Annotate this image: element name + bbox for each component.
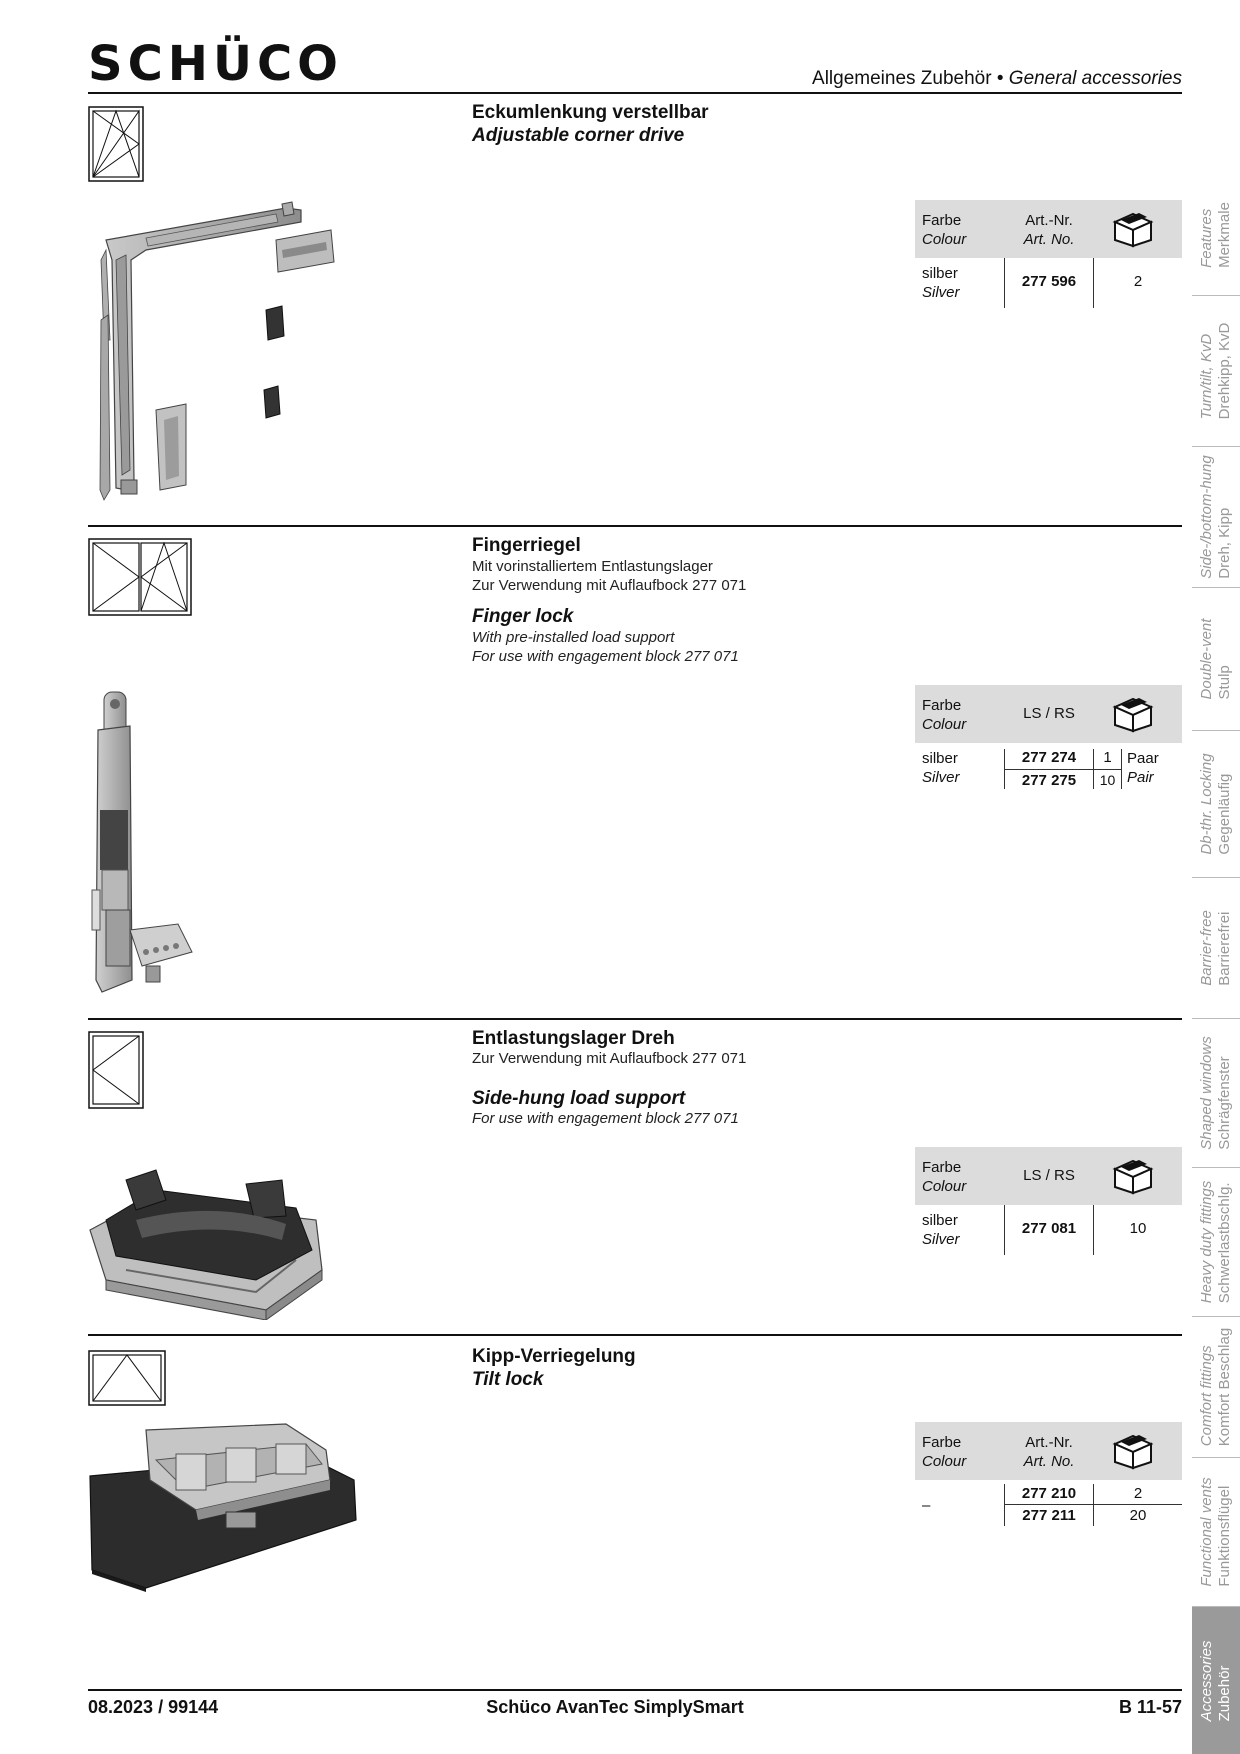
product-name-en: Adjustable corner drive (472, 125, 685, 146)
col-colour-de: Farbe (922, 1434, 962, 1451)
tab-label-de: Schrägfenster (1216, 1056, 1233, 1150)
tab-label-en: Functional vents (1198, 1477, 1215, 1587)
product-name-en: Tilt lock (472, 1369, 544, 1390)
row-divider (1004, 1504, 1182, 1505)
tab-label-en: Features (1198, 208, 1215, 268)
col-art-de: Art.-Nr. (1025, 1434, 1073, 1451)
colour-cell (922, 264, 960, 302)
product-table-3 (915, 1147, 1182, 1255)
product-name-en: Side-hung load support (472, 1088, 686, 1109)
tab-label-de: Schwerlastbschlg. (1216, 1182, 1233, 1304)
tab-label-de: Barrierefrei (1216, 911, 1233, 986)
sidebar-tab-turn-tilt[interactable] (1192, 296, 1240, 447)
section-rule (88, 1018, 1182, 1020)
footer-date-code: 08.2023 / 99144 (88, 1697, 219, 1717)
tab-label-en: Barrier-free (1198, 910, 1215, 986)
unit-cell (1127, 749, 1159, 787)
table-header (915, 1422, 1182, 1480)
tab-label-en: Shaped windows (1198, 1036, 1215, 1150)
col-colour (922, 211, 966, 249)
tab-label-de: Drehkipp, KvD (1216, 322, 1233, 420)
tab-label-en: Heavy duty fittings (1198, 1180, 1215, 1304)
package-box-icon (1111, 1432, 1155, 1474)
tilt-lock-product-image (86, 1420, 358, 1592)
sidebar-tab-features[interactable] (1192, 175, 1240, 296)
tab-label-en: Turn/tilt, KvD (1198, 333, 1215, 420)
sidebar-tab-double-vent[interactable] (1192, 588, 1240, 731)
tab-label-en: Comfort fittings (1198, 1345, 1215, 1447)
pack-quantity: 2 (1133, 1485, 1143, 1502)
article-number: 277 081 (1021, 1220, 1077, 1237)
sidebar-tab-shaped-windows[interactable] (1192, 1019, 1240, 1168)
product-table-2 (915, 685, 1182, 793)
footer-page-number: B 11-57 (1118, 1697, 1182, 1717)
section-rule (88, 525, 1182, 527)
window-symbol-turn-tilt-icon (88, 106, 144, 182)
package-box-icon (1111, 695, 1155, 737)
product-name-de: Kipp-Verriegelung (472, 1346, 636, 1367)
col-colour-de: Farbe (922, 212, 962, 229)
product-note-de: Zur Verwendung mit Auflaufbock 277 071 (472, 1050, 747, 1067)
page-title (812, 68, 1182, 90)
sidebar-tab-heavy-duty[interactable] (1192, 1168, 1240, 1317)
title-de: Allgemeines Zubehör • (812, 68, 1004, 89)
package-box-icon (1111, 1157, 1155, 1199)
tab-label-de: Gegenläufig (1216, 773, 1233, 855)
footer-rule (88, 1689, 1182, 1691)
product-note-en: With pre-installed load support (472, 629, 675, 646)
article-number: 277 211 (1022, 1507, 1076, 1524)
colour-en: Silver (922, 284, 960, 301)
product-note-en: For use with engagement block 277 071 (472, 648, 739, 665)
product-name-de: Entlastungslager Dreh (472, 1028, 675, 1049)
col-art-no (1005, 211, 1093, 249)
tab-label-de: Komfort Beschlag (1216, 1327, 1233, 1447)
product-table-1 (915, 200, 1182, 308)
col-side: LS / RS (1023, 1167, 1075, 1184)
tab-label-en: Double-vent (1198, 618, 1215, 700)
sidebar-tab-accessories[interactable] (1192, 1607, 1240, 1754)
schueco-logo: SCHÜCO (88, 36, 343, 92)
table-header (915, 685, 1182, 743)
product-note-de: Zur Verwendung mit Auflaufbock 277 071 (472, 577, 747, 594)
product-table-4 (915, 1422, 1182, 1530)
product-note-en: For use with engagement block 277 071 (472, 1110, 739, 1127)
pack-quantity: 20 (1129, 1507, 1147, 1524)
product-name-en: Finger lock (472, 606, 574, 627)
sidebar-tab-side-bottom-hung[interactable] (1192, 447, 1240, 588)
col-colour (922, 1158, 966, 1196)
col-colour-en: Colour (922, 231, 967, 248)
unit-de: Paar (1127, 750, 1159, 767)
tab-label-de: Funktionsflügel (1216, 1485, 1233, 1587)
colour-cell: – (922, 1497, 931, 1514)
col-colour-en: Colour (922, 716, 967, 733)
row-divider (1004, 769, 1122, 770)
colour-cell (922, 749, 960, 787)
window-symbol-double-icon (88, 538, 192, 616)
header-rule (88, 92, 1182, 94)
col-colour-de: Farbe (922, 1159, 962, 1176)
table-header (915, 200, 1182, 258)
tab-label-en: Accessories (1198, 1640, 1215, 1721)
sidebar-tab-comfort-fittings[interactable] (1192, 1317, 1240, 1458)
corner-drive-product-image (86, 200, 346, 510)
colour-cell (922, 1211, 960, 1249)
colour-de: silber (922, 750, 958, 767)
product-note-de: Mit vorinstalliertem Entlastungslager (472, 558, 713, 575)
load-support-product-image (86, 1160, 326, 1320)
unit-en: Pair (1127, 769, 1154, 786)
tab-label-en: Side-/bottom-hung (1198, 455, 1215, 579)
colour-de: silber (922, 265, 958, 282)
col-art-no (1005, 1433, 1093, 1471)
window-symbol-bottom-hung-icon (88, 1350, 166, 1406)
col-art-en: Art. No. (1023, 231, 1075, 248)
pack-quantity: 1 (1103, 749, 1112, 766)
window-symbol-side-hung-icon (88, 1031, 144, 1109)
col-art-en: Art. No. (1023, 1453, 1075, 1470)
col-side: LS / RS (1023, 705, 1075, 722)
article-number: 277 596 (1021, 273, 1077, 290)
product-name-de: Eckumlenkung verstellbar (472, 102, 709, 123)
pack-quantity: 2 (1133, 273, 1143, 290)
package-box-icon (1111, 210, 1155, 252)
col-art-de: Art.-Nr. (1025, 212, 1073, 229)
col-colour-en: Colour (922, 1453, 967, 1470)
colour-en: Silver (922, 1231, 960, 1248)
title-en: General accessories (1008, 68, 1182, 89)
col-colour-en: Colour (922, 1178, 967, 1195)
sidebar-tab-barrier-free[interactable] (1192, 878, 1240, 1019)
tab-label-de: Stulp (1216, 665, 1233, 700)
sidebar-tab-functional-vents[interactable] (1192, 1458, 1240, 1607)
col-colour (922, 696, 966, 734)
pack-quantity: 10 (1129, 1220, 1147, 1237)
colour-de: silber (922, 1212, 958, 1229)
tab-label-de: Dreh, Kipp (1216, 507, 1233, 579)
tab-label-de: Zubehör (1216, 1665, 1233, 1721)
article-number: 277 274 (1021, 749, 1077, 766)
section-rule (88, 1334, 1182, 1336)
col-colour (922, 1433, 966, 1471)
finger-lock-product-image (86, 690, 206, 995)
colour-en: Silver (922, 769, 960, 786)
footer-product-line: Schüco AvanTec SimplySmart (486, 1697, 744, 1717)
pack-quantity: 10 (1099, 772, 1116, 788)
article-number: 277 275 (1021, 772, 1077, 789)
tab-label-en: Db-thr. Locking (1198, 753, 1215, 855)
product-name-de: Fingerriegel (472, 535, 581, 556)
col-colour-de: Farbe (922, 697, 962, 714)
sidebar-tab-db-thr-locking[interactable] (1192, 731, 1240, 878)
tab-label-de: Merkmale (1216, 202, 1233, 268)
table-header (915, 1147, 1182, 1205)
article-number: 277 210 (1021, 1485, 1077, 1502)
